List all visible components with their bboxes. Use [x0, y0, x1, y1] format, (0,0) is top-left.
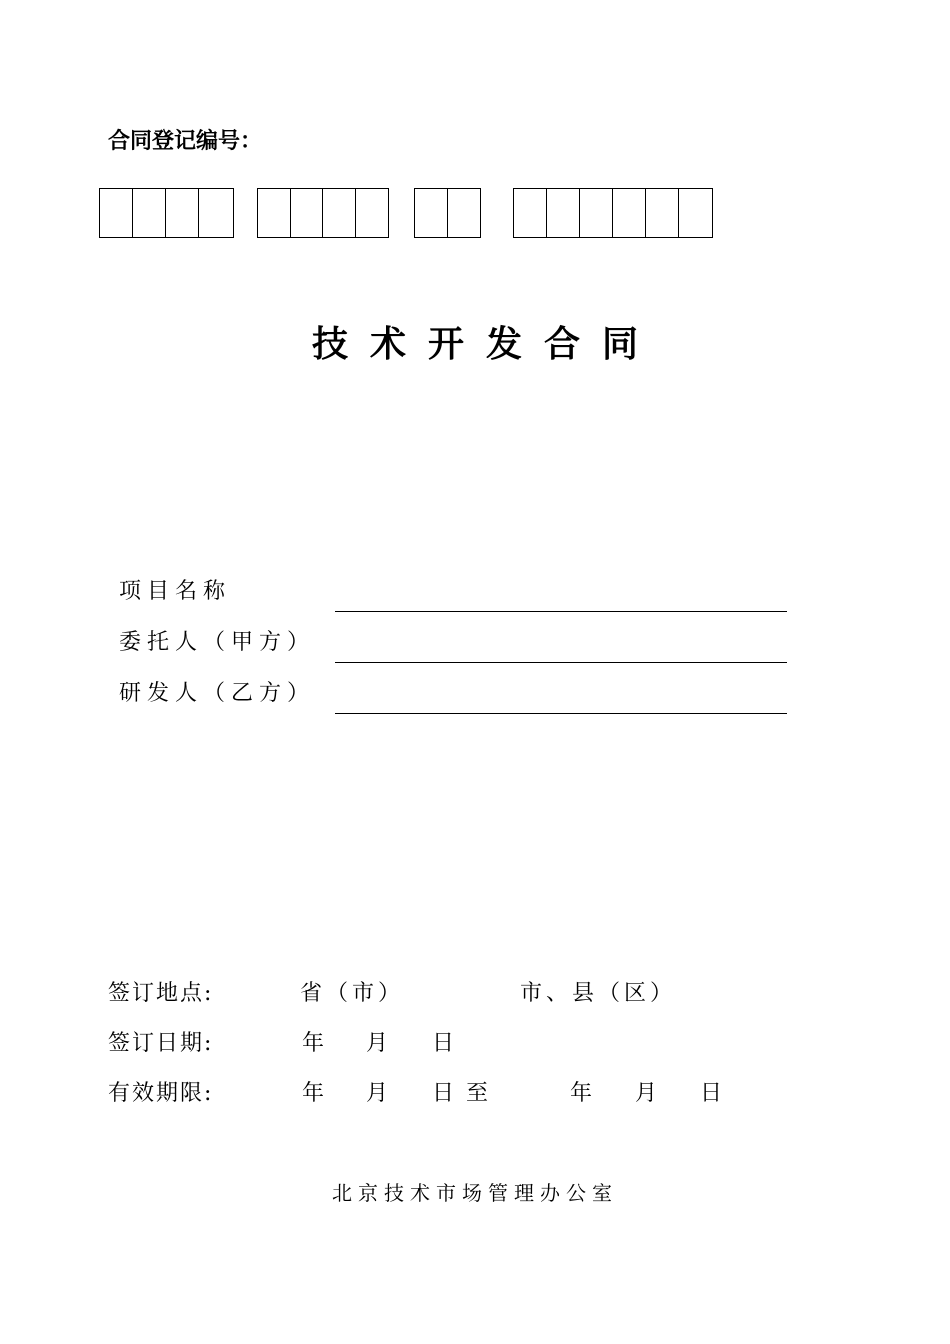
validity-end-year: 年 — [570, 1081, 593, 1106]
registration-digit-box[interactable] — [323, 189, 356, 237]
developer-party-b-line[interactable] — [335, 713, 787, 714]
registration-digit-box[interactable] — [415, 189, 448, 237]
registration-digit-box[interactable] — [547, 189, 580, 237]
registration-number-label: 合同登记编号： — [108, 129, 263, 154]
validity-end-day: 日 — [700, 1081, 723, 1106]
client-party-a-label: 委托人（甲方） — [119, 630, 316, 655]
registration-digit-box[interactable] — [166, 189, 199, 237]
registration-digit-box[interactable] — [646, 189, 679, 237]
registration-digit-box[interactable] — [291, 189, 324, 237]
registration-digit-box[interactable] — [133, 189, 166, 237]
registration-digit-box[interactable] — [514, 189, 547, 237]
validity-end-month: 月 — [635, 1081, 658, 1106]
signing-date-day: 日 — [432, 1031, 455, 1056]
province-city-text: 省（市） — [300, 981, 405, 1006]
registration-digit-box[interactable] — [679, 189, 712, 237]
registration-number-group-1[interactable] — [99, 188, 234, 238]
registration-digit-box[interactable] — [448, 189, 481, 237]
registration-digit-box[interactable] — [613, 189, 646, 237]
registration-number-group-2[interactable] — [257, 188, 389, 238]
client-party-a-line[interactable] — [335, 662, 787, 663]
signing-place-label: 签订地点: — [108, 981, 214, 1006]
registration-digit-box[interactable] — [258, 189, 291, 237]
registration-digit-box[interactable] — [580, 189, 613, 237]
signing-date-label: 签订日期: — [108, 1031, 214, 1056]
project-name-line[interactable] — [335, 611, 787, 612]
developer-party-b-label: 研发人（乙方） — [119, 681, 316, 706]
signing-date-year: 年 — [302, 1031, 325, 1056]
issuing-office: 北京技术市场管理办公室 — [332, 1181, 618, 1205]
registration-digit-box[interactable] — [199, 189, 232, 237]
document-title: 技术开发合同 — [311, 324, 660, 365]
registration-digit-box[interactable] — [100, 189, 133, 237]
validity-period-label: 有效期限: — [108, 1081, 214, 1106]
signing-date-month: 月 — [366, 1031, 389, 1056]
registration-number-group-4[interactable] — [513, 188, 713, 238]
project-name-label: 项目名称 — [119, 579, 232, 604]
validity-start-day-to: 日至 — [432, 1081, 501, 1106]
city-county-district-text: 市、县（区） — [520, 981, 677, 1006]
validity-start-month: 月 — [366, 1081, 389, 1106]
registration-digit-box[interactable] — [356, 189, 388, 237]
registration-number-group-3[interactable] — [414, 188, 481, 238]
validity-start-year: 年 — [302, 1081, 325, 1106]
